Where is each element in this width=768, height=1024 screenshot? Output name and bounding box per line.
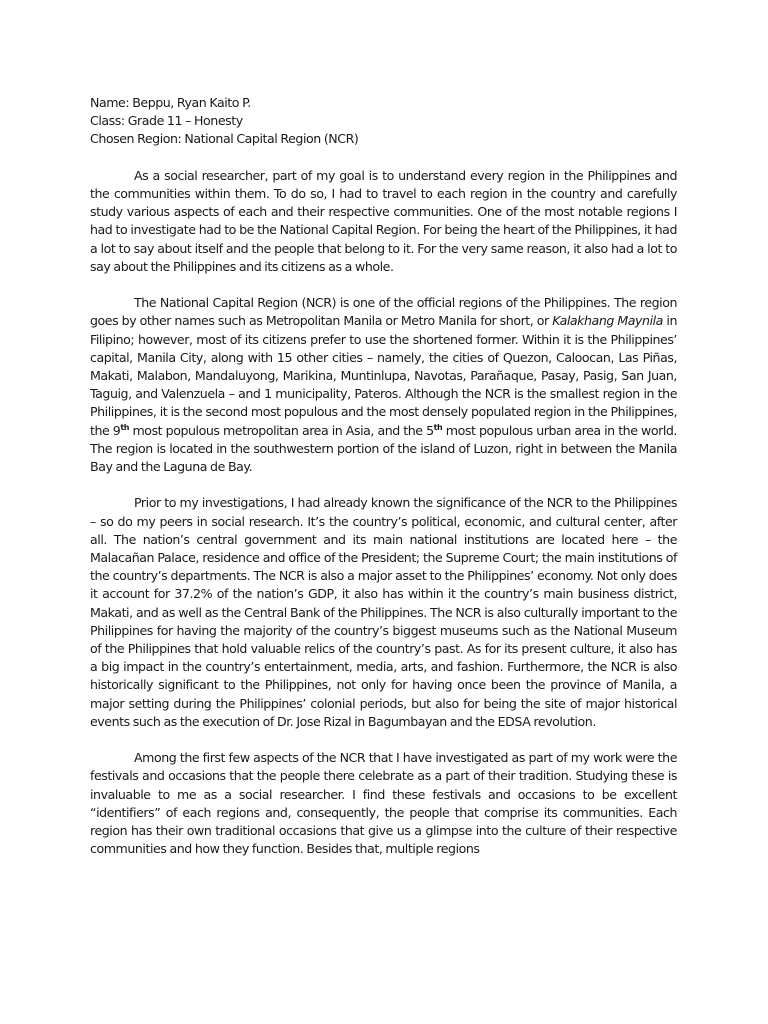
student-name: Name: Beppu, Ryan Kaito P.: [90, 95, 251, 110]
ordinal-suffix: th: [120, 422, 129, 432]
paragraph-text: in Filipino; however, most of its citizens prefer to use the shortened former. Within it is the Philippines’ capital, Manila City, along with 15 other cities – namely, the cities of Quezon, Caloocan, Las Piñas, Makati, Malabon, Mandaluyong, Marikina, Muntinlupa, Navotas, Parañaque, Pasay, Pasig, San Juan, Taguig, and Valenzuela – and 1 municipality, Pateros. Although the NCR is the smallest region in the Philippines, it is the second most populous and the most densely populated region in the Philippines, the 9: [90, 313, 677, 438]
paragraph-text: The National Capital Region (NCR) is one of the official regions of the Philippines. The region goes by other names such as Metropolitan Manila or Metro Manila for short, or: [90, 295, 677, 329]
paragraph-text: most populous metropolitan area in Asia, and the 5: [129, 422, 434, 438]
filipino-name: Kalakhang Maynila: [552, 313, 663, 329]
paragraph-festivals: Among the first few aspects of the NCR that I have investigated as part of my work were the festivals and occasions that the people there celebrate as a part of their tradition. Studying these is invaluable to me as a social researcher. I find these festivals and occasions to be excellent “identifiers” of each regions and, consequently, the people that comprise its communities. Each region has their own traditional occasions that give us a glimpse into the culture of their respective communities and how they function. Besides that, multiple regions: [90, 750, 677, 857]
document-page: [90, 94, 677, 858]
chosen-region: Chosen Region: National Capital Region (NCR): [90, 131, 359, 147]
student-class: Class: Grade 11 – Honesty: [90, 113, 243, 129]
document-header: [90, 94, 677, 149]
paragraph-ncr-overview: [90, 294, 677, 476]
paragraph-intro: As a social researcher, part of my goal is to understand every region in the Philippines and the communities within them. To do so, I had to travel to each region in the country and carefully study various aspects of each and their respective communities. One of the most notable regions I had to investigate had to be the National Capital Region. For being the heart of the Philippines, it had a lot to say about itself and the people that belong to it. For the very same reason, it also had a lot to say about the Philippines and its citizens as a whole.: [90, 167, 677, 274]
paragraph-text: most populous urban area in the world. The region is located in the southwestern portion of the island of Luzon, right in between the Manila Bay and the Laguna de Bay.: [90, 422, 677, 475]
paragraph-significance: Prior to my investigations, I had already known the significance of the NCR to the Philippines – so do my peers in social research. It’s the country’s political, economic, and cultural center, after all. The nation’s central government and its main national institutions are located here – the Malacañan Palace, residence and office of the President; the Supreme Court; the main institutions of the country’s departments. The NCR is also a major asset to the Philippines’ economy. Not only does it account for 37.2% of the nation’s GDP, it also has within it the country’s main business district, Makati, and as well as the Central Bank of the Philippines. The NCR is also culturally important to the Philippines for having the majority of the country’s biggest museums such as the National Museum of the Philippines that hold valuable relics of the country’s past. As for its present culture, it also has a big impact in the country’s entertainment, media, arts, and fashion. Furthermore, the NCR is also historically significant to the Philippines, not only for having once been the province of Manila, a major setting during the Philippines’ colonial periods, but also for being the site of major historical events such as the execution of Dr. Jose Rizal in Bagumbayan and the EDSA revolution.: [90, 495, 677, 729]
ordinal-suffix: th: [433, 422, 443, 432]
